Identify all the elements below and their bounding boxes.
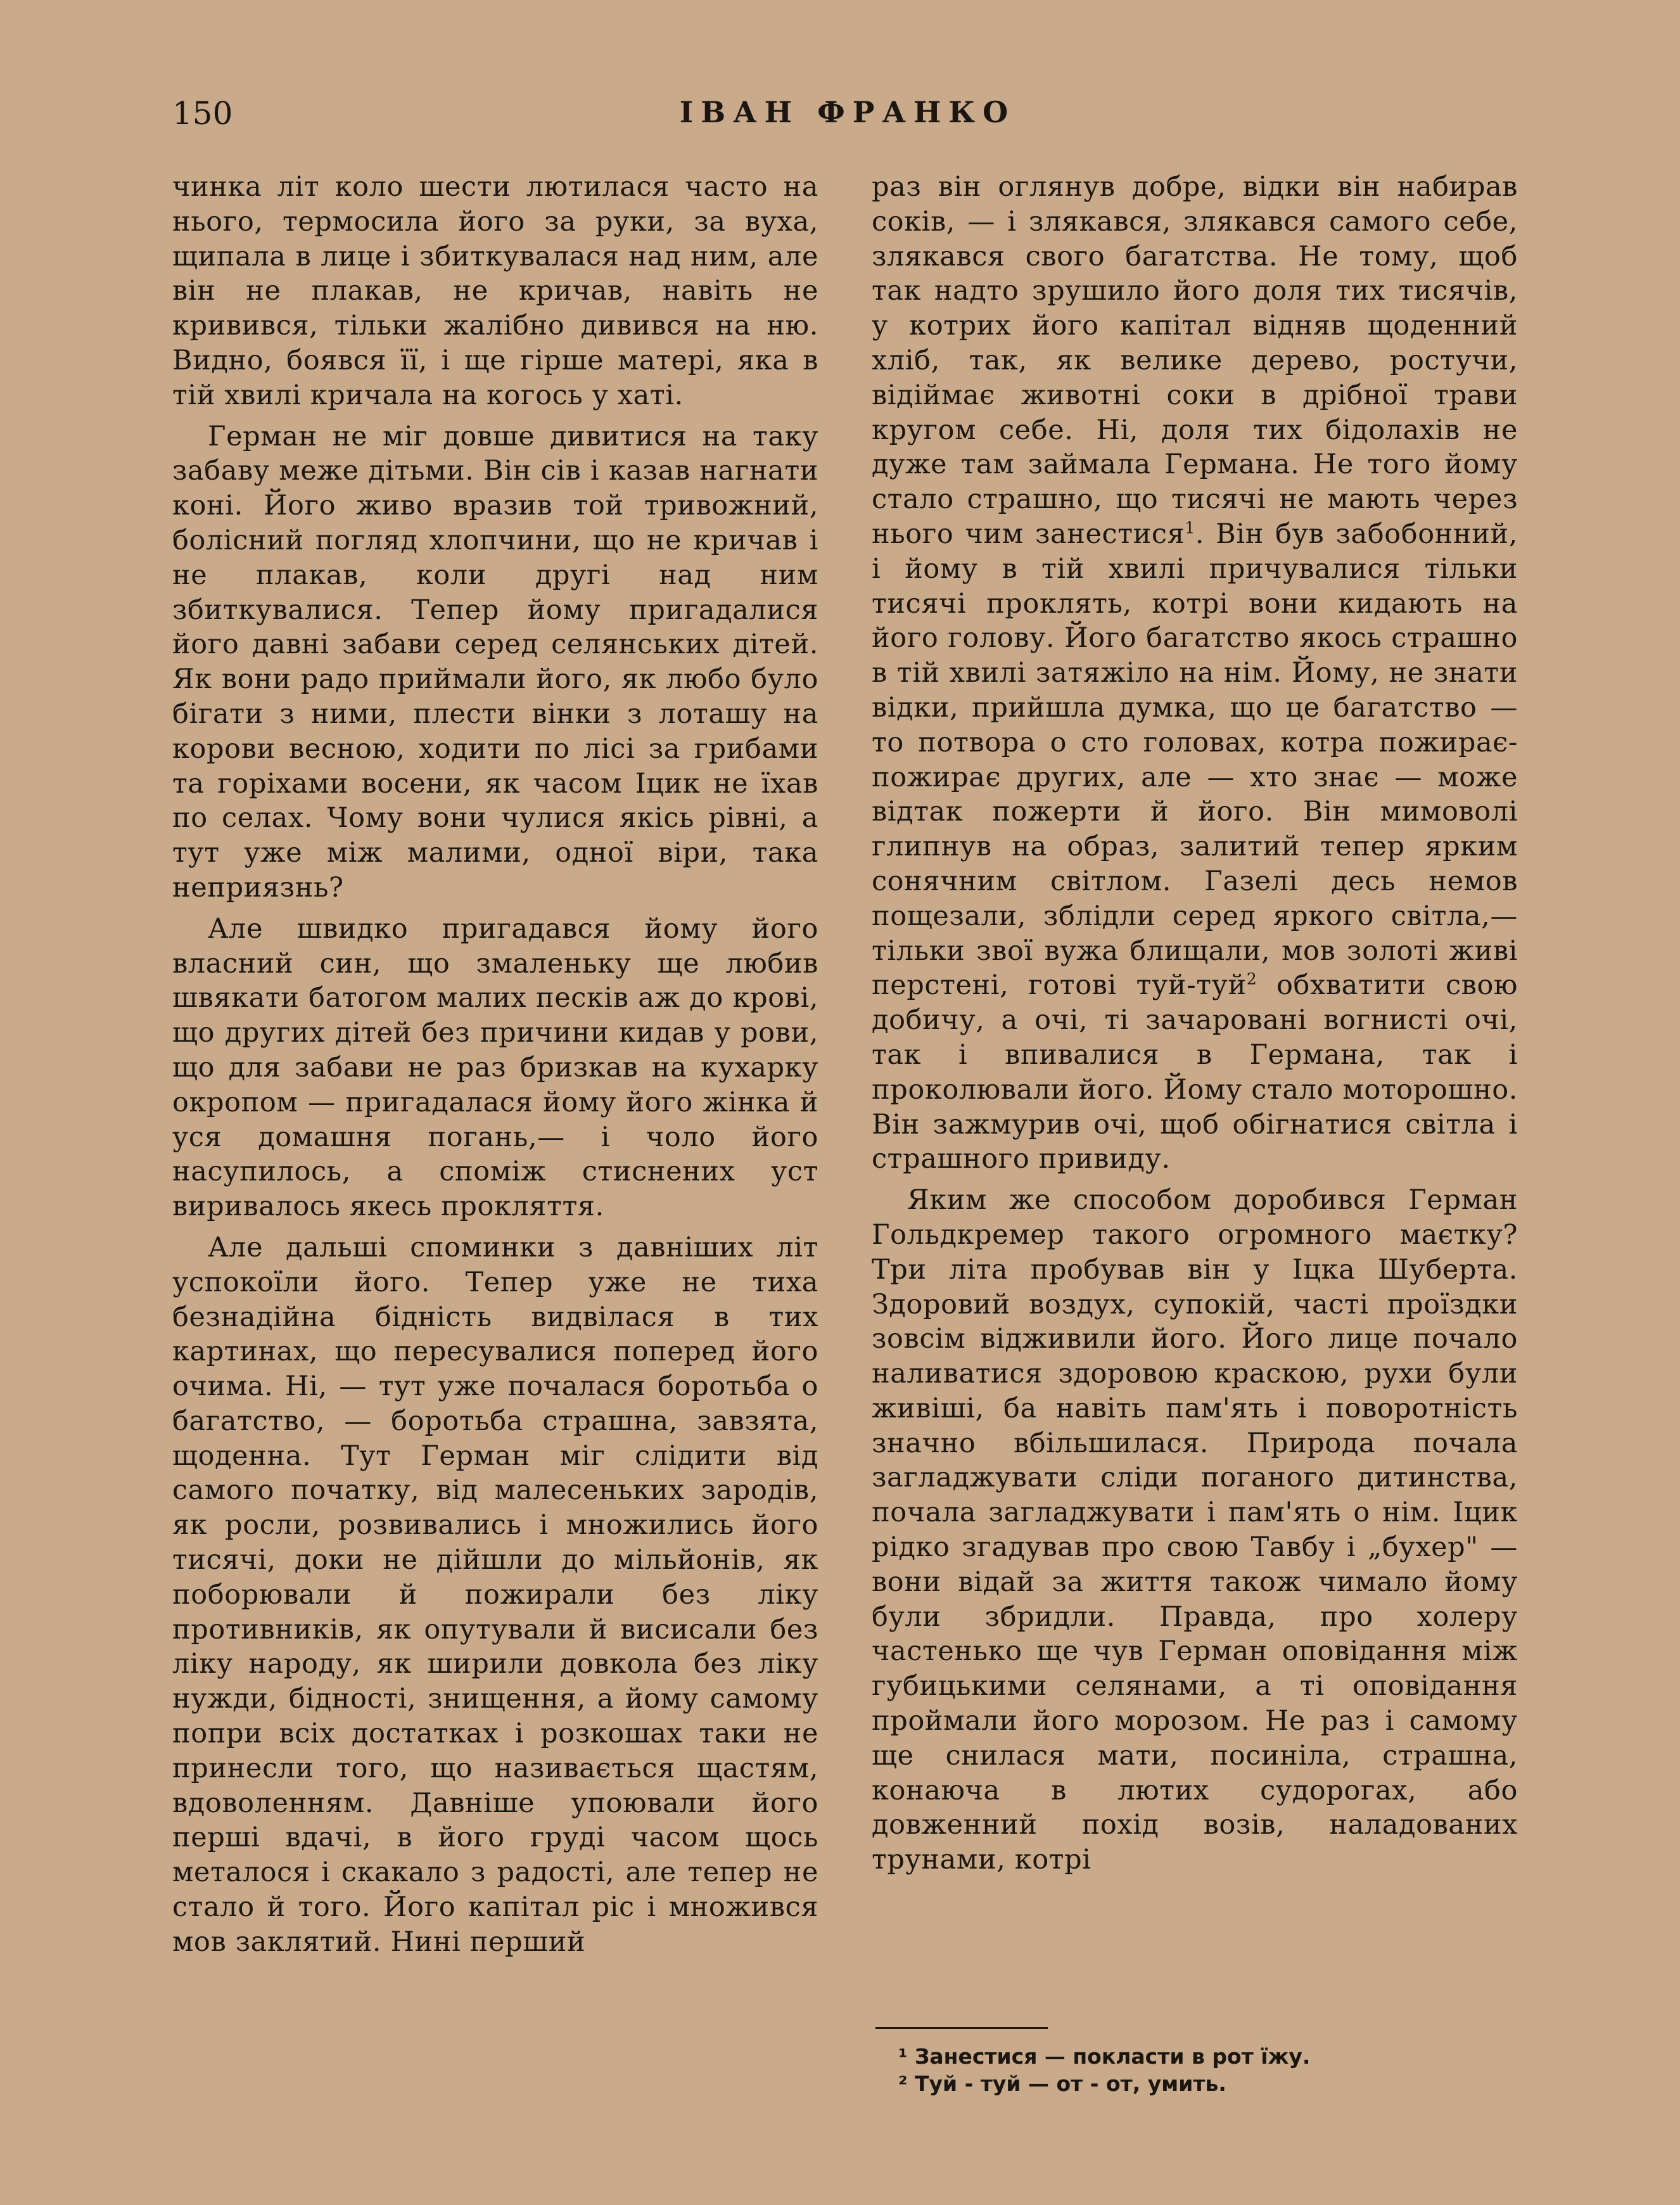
page-number: 150 [172,95,233,132]
paragraph: раз він оглянув добре, відки він набирав соків, — і злякався, злякався самого себе, злякався свого багатства. Не тому, щоб так надто зрушило його доля тих тисячів, у котрих його капітал відняв щоденний хліб, так, як велике дерево, ростучи, відіймає животні соки в дрібної трави кругом себе. Ні, доля тих бідолахів не дуже там займала Германа. Не того йому стало страшно, що тисячі не мають через нього чим занестися$^1$. Він був забобонний, і йому в тій хвилі причувалися тільки тисячі проклять, котрі вони кидають на його голову. Його багатство якось страшно в тій хвилі затяжіло на нім. Йому, не знати відки, прийшла думка, що це багатство — то потвора о сто головах, котра пожирає-пожирає других, але — хто знає — може відтак пожерти й його. Він мимоволі глипнув на образ, залитий тепер ярким сонячним світлом. Газелі десь немов пощезали, зблідли серед яркого світла,— тільки звої вужа блищали, мов золоті живі перстені, готові туй-туй$^2$ обхватити свою добичу, а очі, ті зачаровані вогнисті очі, так і впивалися в Германа, так і проколювали його. Йому стало моторошно. Він зажмурив очі, щоб обігнатися світла і страшного привиду. [872,171,1518,1175]
page-header [172,95,1523,146]
paragraph: Яким же способом доробився Герман Гольдкремер такого огромного маєтку? Три літа пробував він у Іцка Шуберта. Здоровий воздух, супокій, часті проїздки зовсім відживили його. Його лице почало наливатися здоровою краскою, рухи були живіші, ба навіть пам'ять і поворотність значно вбільшилася. Природа почала загладжувати сліди поганого дитинства, почала загладжувати і пам'ять о нім. Іцик рідко згадував про свою Тавбу і „бухер" — вони відай за життя також чимало йому були збридли. Правда, про холеру частенько ще чув Герман оповідання між губицькими селянами, а ті оповідання проймали його морозом. Не раз і самому ще снилася мати, посиніла, страшна, конаюча в лютих судорогах, або довженний похід возів, наладованих трунами, котрі [872,1184,1518,1876]
footnotes [898,2043,1519,2097]
paragraph: чинка літ коло шести лютилася часто на нього, термосила його за руки, за вуха, щипала в лице і збиткувалася над ним, але він не плакав, не кричав, навіть не кривився, тільки жалібно дивився на ню. Видно, боявся її, і ще гірше матері, яка в тій хвилі кричала на когось у хаті. [172,171,818,411]
footnote: ² Туй - туй — от - от, умить. [898,2071,1226,2096]
footnote-divider [875,2027,1048,2029]
right-column [872,170,1518,1877]
footnote: ¹ Занестися — покласти в рот їжу. [898,2044,1311,2069]
left-column [172,170,818,1960]
paragraph: Герман не міг довше дивитися на таку забаву меже дітьми. Він сів і казав нагнати коні. Його живо вразив той тривожний, болісний погляд хлопчини, що не кричав і не плакав, коли другі над ним збиткувалися. Тепер йому пригадалися його давні забави серед селянських дітей. Як вони радо приймали його, як любо було бігати з ними, плести вінки з лоташу на корови весною, ходити по лісі за грибами та горіхами восени, як часом Іцик не їхав по селах. Чому вони чулися якісь рівні, а тут уже між малими, одної віри, така неприязнь? [172,420,818,904]
running-title: ІВАН ФРАНКО [679,95,1016,129]
footnote-reference: 2 [1246,970,1257,988]
paragraph: Але дальші споминки з давніших літ успокоїли його. Тепер уже не тиха безнадійна бідність видвілася в тих картинах, що пересувалися поперед його очима. Ні, — тут уже почалася боротьба о багатство, — боротьба страшна, завзята, щоденна. Тут Герман міг слідити від самого початку, від малесеньких зародів, як росли, розвивались і множились його тисячі, доки не дійшли до мільйонів, як поборювали й пожирали без ліку противників, як опутували й висисали без ліку народу, як ширили довкола без ліку нужди, бідності, знищення, а йому самому попри всіх достатках і розкошах таки не принесли того, що називається щастям, вдоволенням. Давніше упоювали його перші вдачі, в його груді часом щось металося і скакало з радості, але тепер не стало й того. Його капітал ріс і множився мов заклятий. Нині перший [172,1231,818,1958]
paragraph: Але швидко пригадався йому його власний син, що змаленьку ще любив швякати батогом малих песків аж до крові, що других дітей без причини кидав у рови, що для забави не раз бризкав на кухарку окропом — пригадалася йому його жінка й уся домашня погань,— і чоло його насупилось, а споміж стиснених уст виривалось якесь прокляття. [172,912,818,1223]
footnote-reference: 1 [1185,518,1195,537]
